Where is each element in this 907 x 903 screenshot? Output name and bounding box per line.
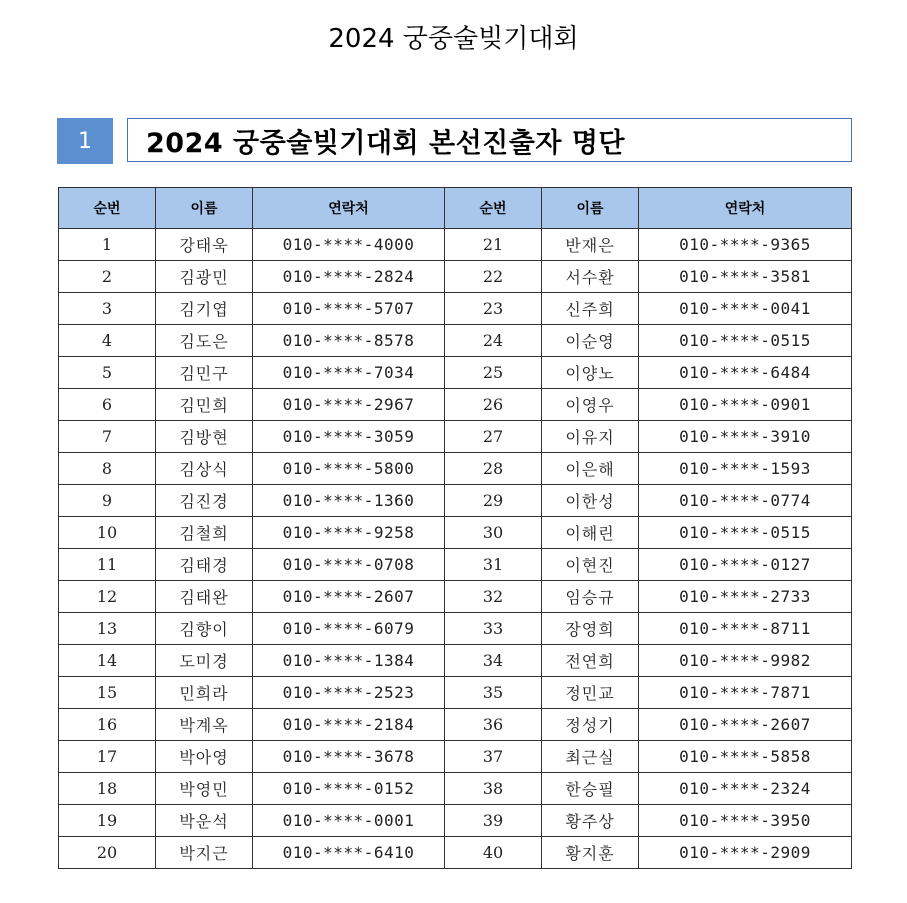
cell-contact: 010-****-6079 bbox=[253, 613, 445, 645]
cell-seq: 33 bbox=[445, 613, 542, 645]
finalist-table bbox=[58, 187, 852, 869]
table-row bbox=[59, 837, 852, 869]
cell-contact: 010-****-2607 bbox=[253, 581, 445, 613]
cell-name: 신주희 bbox=[542, 293, 639, 325]
section-header bbox=[57, 118, 854, 165]
cell-contact: 010-****-7034 bbox=[253, 357, 445, 389]
cell-seq: 21 bbox=[445, 229, 542, 261]
cell-contact: 010-****-2324 bbox=[639, 773, 852, 805]
cell-contact: 010-****-0774 bbox=[639, 485, 852, 517]
header-contact-1: 연락처 bbox=[253, 188, 445, 229]
cell-seq: 18 bbox=[59, 773, 156, 805]
cell-contact: 010-****-0515 bbox=[639, 325, 852, 357]
cell-contact: 010-****-9258 bbox=[253, 517, 445, 549]
cell-name: 김진경 bbox=[156, 485, 253, 517]
cell-name: 김민구 bbox=[156, 357, 253, 389]
cell-name: 김기엽 bbox=[156, 293, 253, 325]
cell-seq: 36 bbox=[445, 709, 542, 741]
cell-contact: 010-****-0708 bbox=[253, 549, 445, 581]
cell-seq: 15 bbox=[59, 677, 156, 709]
cell-contact: 010-****-9365 bbox=[639, 229, 852, 261]
cell-contact: 010-****-5858 bbox=[639, 741, 852, 773]
table-row bbox=[59, 773, 852, 805]
cell-seq: 34 bbox=[445, 645, 542, 677]
cell-name: 강태욱 bbox=[156, 229, 253, 261]
cell-contact: 010-****-7871 bbox=[639, 677, 852, 709]
cell-name: 박지근 bbox=[156, 837, 253, 869]
cell-contact: 010-****-2523 bbox=[253, 677, 445, 709]
cell-seq: 13 bbox=[59, 613, 156, 645]
cell-contact: 010-****-1593 bbox=[639, 453, 852, 485]
cell-contact: 010-****-0127 bbox=[639, 549, 852, 581]
cell-name: 김광민 bbox=[156, 261, 253, 293]
cell-name: 김방현 bbox=[156, 421, 253, 453]
cell-name: 박운석 bbox=[156, 805, 253, 837]
cell-contact: 010-****-8578 bbox=[253, 325, 445, 357]
cell-seq: 2 bbox=[59, 261, 156, 293]
cell-contact: 010-****-1384 bbox=[253, 645, 445, 677]
header-seq-2: 순번 bbox=[445, 188, 542, 229]
cell-contact: 010-****-0041 bbox=[639, 293, 852, 325]
cell-seq: 29 bbox=[445, 485, 542, 517]
cell-name: 이현진 bbox=[542, 549, 639, 581]
header-contact-2: 연락처 bbox=[639, 188, 852, 229]
cell-contact: 010-****-2824 bbox=[253, 261, 445, 293]
cell-name: 황주상 bbox=[542, 805, 639, 837]
cell-seq: 27 bbox=[445, 421, 542, 453]
table-row bbox=[59, 805, 852, 837]
cell-contact: 010-****-2184 bbox=[253, 709, 445, 741]
cell-contact: 010-****-6484 bbox=[639, 357, 852, 389]
cell-seq: 38 bbox=[445, 773, 542, 805]
cell-seq: 3 bbox=[59, 293, 156, 325]
cell-seq: 1 bbox=[59, 229, 156, 261]
table-row bbox=[59, 389, 852, 421]
table-row bbox=[59, 517, 852, 549]
cell-name: 이순영 bbox=[542, 325, 639, 357]
cell-name: 한승필 bbox=[542, 773, 639, 805]
cell-name: 박영민 bbox=[156, 773, 253, 805]
cell-seq: 4 bbox=[59, 325, 156, 357]
table-row bbox=[59, 421, 852, 453]
cell-contact: 010-****-1360 bbox=[253, 485, 445, 517]
cell-name: 김상식 bbox=[156, 453, 253, 485]
section-title-box bbox=[127, 118, 852, 162]
cell-seq: 28 bbox=[445, 453, 542, 485]
cell-contact: 010-****-5800 bbox=[253, 453, 445, 485]
table-row bbox=[59, 261, 852, 293]
cell-seq: 9 bbox=[59, 485, 156, 517]
cell-name: 전연희 bbox=[542, 645, 639, 677]
cell-seq: 23 bbox=[445, 293, 542, 325]
table-row bbox=[59, 741, 852, 773]
cell-seq: 17 bbox=[59, 741, 156, 773]
cell-name: 김향이 bbox=[156, 613, 253, 645]
table-row bbox=[59, 581, 852, 613]
cell-contact: 010-****-5707 bbox=[253, 293, 445, 325]
cell-seq: 32 bbox=[445, 581, 542, 613]
cell-contact: 010-****-2967 bbox=[253, 389, 445, 421]
header-name-2: 이름 bbox=[542, 188, 639, 229]
cell-name: 김도은 bbox=[156, 325, 253, 357]
cell-seq: 20 bbox=[59, 837, 156, 869]
cell-name: 이해린 bbox=[542, 517, 639, 549]
cell-name: 김민희 bbox=[156, 389, 253, 421]
table-row bbox=[59, 613, 852, 645]
cell-name: 김태완 bbox=[156, 581, 253, 613]
cell-name: 황지훈 bbox=[542, 837, 639, 869]
cell-name: 정민교 bbox=[542, 677, 639, 709]
header-seq-1: 순번 bbox=[59, 188, 156, 229]
cell-name: 반재은 bbox=[542, 229, 639, 261]
cell-seq: 11 bbox=[59, 549, 156, 581]
cell-name: 장영희 bbox=[542, 613, 639, 645]
cell-name: 박아영 bbox=[156, 741, 253, 773]
cell-name: 서수환 bbox=[542, 261, 639, 293]
cell-seq: 37 bbox=[445, 741, 542, 773]
table-row bbox=[59, 229, 852, 261]
cell-name: 최근실 bbox=[542, 741, 639, 773]
cell-contact: 010-****-2733 bbox=[639, 581, 852, 613]
document-title: 2024 궁중술빚기대회 bbox=[328, 24, 579, 54]
cell-seq: 16 bbox=[59, 709, 156, 741]
cell-seq: 26 bbox=[445, 389, 542, 421]
table-header-row bbox=[59, 188, 852, 229]
cell-contact: 010-****-8711 bbox=[639, 613, 852, 645]
section-title: 2024 궁중술빚기대회 본선진출자 명단 bbox=[146, 127, 625, 159]
cell-name: 이영우 bbox=[542, 389, 639, 421]
cell-seq: 14 bbox=[59, 645, 156, 677]
cell-seq: 10 bbox=[59, 517, 156, 549]
cell-contact: 010-****-3950 bbox=[639, 805, 852, 837]
table-row bbox=[59, 453, 852, 485]
cell-seq: 7 bbox=[59, 421, 156, 453]
cell-name: 도미경 bbox=[156, 645, 253, 677]
cell-seq: 6 bbox=[59, 389, 156, 421]
cell-name: 정성기 bbox=[542, 709, 639, 741]
table-row bbox=[59, 645, 852, 677]
cell-seq: 35 bbox=[445, 677, 542, 709]
cell-seq: 31 bbox=[445, 549, 542, 581]
cell-contact: 010-****-2607 bbox=[639, 709, 852, 741]
cell-seq: 24 bbox=[445, 325, 542, 357]
table-row bbox=[59, 325, 852, 357]
cell-name: 이한성 bbox=[542, 485, 639, 517]
cell-seq: 5 bbox=[59, 357, 156, 389]
table-row bbox=[59, 485, 852, 517]
cell-seq: 39 bbox=[445, 805, 542, 837]
section-number-badge: 1 bbox=[57, 118, 113, 164]
cell-contact: 010-****-0515 bbox=[639, 517, 852, 549]
cell-name: 이유지 bbox=[542, 421, 639, 453]
cell-name: 민희라 bbox=[156, 677, 253, 709]
cell-seq: 25 bbox=[445, 357, 542, 389]
cell-seq: 12 bbox=[59, 581, 156, 613]
cell-name: 김철희 bbox=[156, 517, 253, 549]
cell-contact: 010-****-6410 bbox=[253, 837, 445, 869]
cell-seq: 22 bbox=[445, 261, 542, 293]
cell-contact: 010-****-2909 bbox=[639, 837, 852, 869]
cell-contact: 010-****-0901 bbox=[639, 389, 852, 421]
table-row bbox=[59, 709, 852, 741]
cell-contact: 010-****-3678 bbox=[253, 741, 445, 773]
cell-seq: 19 bbox=[59, 805, 156, 837]
header-name-1: 이름 bbox=[156, 188, 253, 229]
cell-seq: 30 bbox=[445, 517, 542, 549]
table-row bbox=[59, 357, 852, 389]
table-row bbox=[59, 293, 852, 325]
cell-name: 임승규 bbox=[542, 581, 639, 613]
table-body bbox=[59, 229, 852, 869]
cell-contact: 010-****-0001 bbox=[253, 805, 445, 837]
cell-contact: 010-****-4000 bbox=[253, 229, 445, 261]
cell-contact: 010-****-9982 bbox=[639, 645, 852, 677]
cell-name: 이양노 bbox=[542, 357, 639, 389]
table-row bbox=[59, 549, 852, 581]
cell-seq: 8 bbox=[59, 453, 156, 485]
cell-contact: 010-****-3059 bbox=[253, 421, 445, 453]
cell-name: 이은해 bbox=[542, 453, 639, 485]
table-row bbox=[59, 677, 852, 709]
cell-seq: 40 bbox=[445, 837, 542, 869]
cell-contact: 010-****-3910 bbox=[639, 421, 852, 453]
cell-contact: 010-****-3581 bbox=[639, 261, 852, 293]
cell-name: 김태경 bbox=[156, 549, 253, 581]
cell-name: 박계옥 bbox=[156, 709, 253, 741]
cell-contact: 010-****-0152 bbox=[253, 773, 445, 805]
